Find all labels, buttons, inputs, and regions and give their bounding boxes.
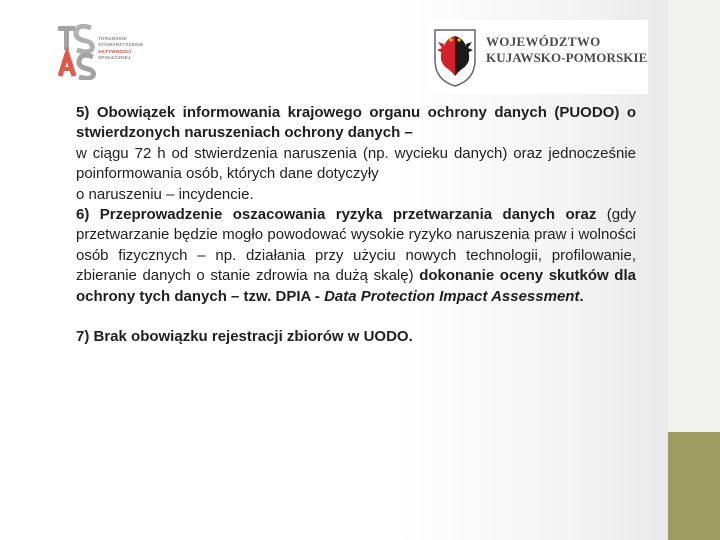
- tsas-line-3: AKTYWNOŚCI: [98, 48, 132, 54]
- point-6: [76, 205, 636, 307]
- slide-content: [76, 103, 636, 347]
- tsas-line-4: SPOŁECZNEJ: [98, 54, 131, 60]
- tsas-line-2: STOWARZYSZENIE: [98, 42, 144, 48]
- point-6-conclusion: dokonanie oceny skutków dla ochrony tych danych – tzw. DPIA -: [76, 267, 636, 305]
- right-decor-stripe: [668, 0, 720, 432]
- tsas-monogram-icon: [58, 24, 96, 80]
- point-6-dot: .: [579, 287, 584, 305]
- region-name: [486, 34, 647, 66]
- point-5-body-1: w ciągu 72 h od stwierdzenia naruszenia (np. wycieku danych) oraz jednocześnie poinformowania osób, których dane dotyczyły: [76, 144, 636, 183]
- point-6-dpia: Data Protection Impact Assessment: [324, 287, 580, 305]
- tsas-line-1: TORUŃSKIE: [98, 36, 127, 41]
- point-5-body-2: o naruszeniu – incydencie.: [76, 185, 254, 203]
- right-olive-block: [668, 432, 720, 540]
- region-crest-icon: [432, 26, 478, 88]
- point-6-body: (gdy przetwarzanie będzie mogło powodować wysokie ryzyko naruszenia praw i wolności osób fizycznych – np. działania przy użyciu nowych technologii, profilowanie, zbieranie danych o stanie zdrowia na dużą skalę): [76, 206, 636, 285]
- tsas-text: [98, 36, 143, 61]
- point-5-title: 5) Obowiązek informowania krajowego organu ochrony danych (PUODO) o stwierdzonych naruszeniach ochrony danych –: [76, 104, 636, 142]
- point-7: 7) Brak obowiązku rejestracji zbiorów w UODO.: [76, 328, 413, 346]
- region-line-1: WOJEWÓDZTWO: [486, 34, 601, 49]
- tsas-logo: [58, 24, 168, 80]
- region-line-2: KUJAWSKO-POMORSKIE: [486, 50, 648, 65]
- spacer: [76, 307, 636, 327]
- point-6-title: 6) Przeprowadzenie oszacowania ryzyka przetwarzania danych oraz: [76, 206, 597, 224]
- region-logo: [428, 20, 648, 94]
